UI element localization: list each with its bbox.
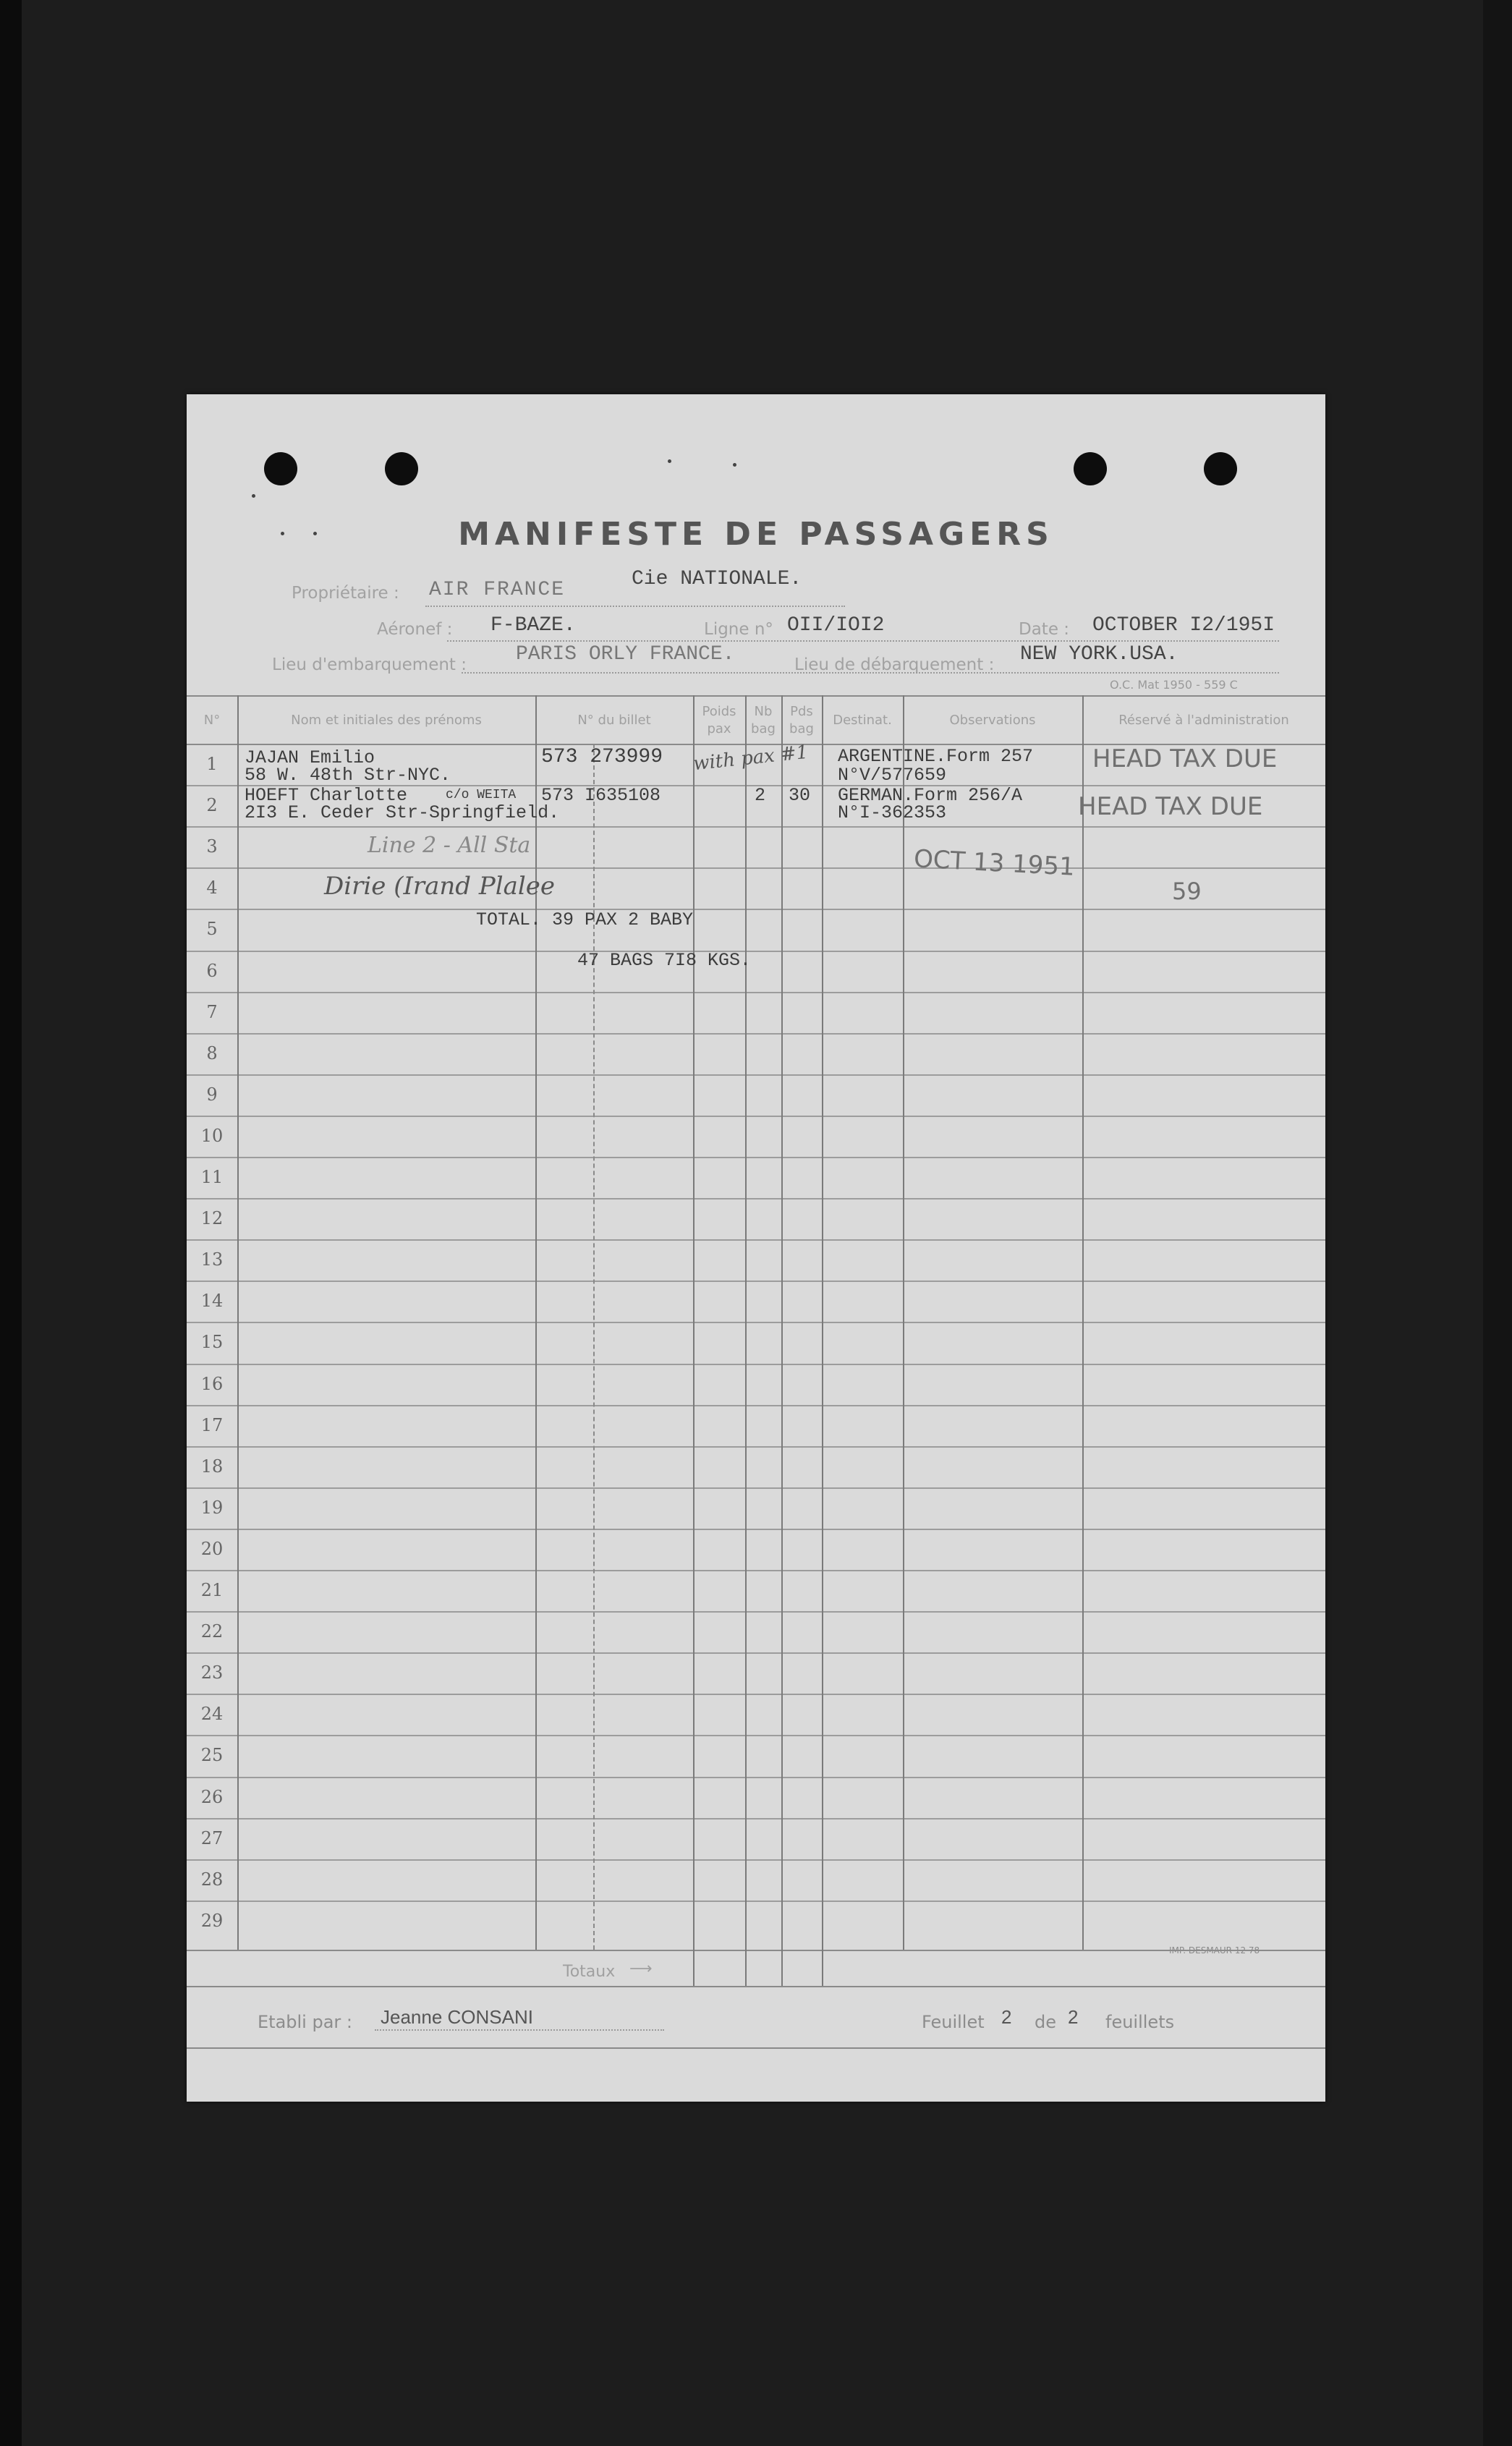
- row-number: 17: [200, 1414, 224, 1435]
- row-rule: [187, 1652, 1325, 1654]
- row-rule: [187, 1116, 1325, 1117]
- col-header-num: N°: [203, 713, 221, 728]
- feuillets-label: feuillets: [1105, 2012, 1175, 2032]
- punch-hole: [385, 452, 418, 485]
- row2-address: 2I3 E. Ceder Str-Springfield.: [245, 802, 560, 823]
- row-number: 14: [200, 1291, 224, 1312]
- col-header-nb: Nb: [754, 704, 773, 719]
- row-number: 5: [206, 919, 218, 940]
- row-number: 22: [200, 1621, 224, 1642]
- row-rule: [187, 1364, 1325, 1365]
- paper-speck: [733, 463, 736, 467]
- embarquement-label: Lieu d'embarquement :: [272, 655, 467, 674]
- punch-hole: [1074, 452, 1107, 485]
- row-number: 19: [200, 1497, 224, 1518]
- debarquement-label: Lieu de débarquement :: [794, 655, 995, 674]
- col-header-admin: Réservé à l'administration: [1118, 713, 1289, 728]
- company-value: Cie NATIONALE.: [632, 568, 802, 590]
- row-number: 2: [206, 795, 218, 816]
- totaux-label: Totaux: [563, 1963, 616, 1981]
- row-rule: [187, 1446, 1325, 1448]
- totaux-rule: [187, 1986, 1325, 1987]
- row-rule: [187, 951, 1325, 952]
- table-bottom-rule: [187, 1950, 1325, 1951]
- row-rule: [187, 1074, 1325, 1076]
- feuillet-number: 2: [1001, 2006, 1012, 2028]
- col-header-poids: Poids: [702, 704, 736, 719]
- row1-observation-number: N°V/577659: [838, 765, 947, 786]
- col-rule-ticket: [693, 695, 695, 1986]
- row-rule: [187, 1570, 1325, 1571]
- row-number: 12: [200, 1208, 224, 1229]
- row4-handwritten-note: Dirie (Irand Plalee: [324, 872, 556, 901]
- col-header-ticket: N° du billet: [577, 713, 651, 728]
- etabli-value: Jeanne CONSANI: [381, 2006, 533, 2028]
- row-rule: [187, 1777, 1325, 1778]
- date-value: OCTOBER I2/195I: [1092, 614, 1275, 637]
- aeronef-label: Aéronef :: [377, 620, 453, 639]
- form-code-note: O.C. Mat 1950 - 559 C: [1110, 678, 1238, 692]
- embarquement-value: PARIS ORLY FRANCE.: [516, 643, 735, 666]
- row-rule: [187, 1529, 1325, 1530]
- col-rule-pdsbag: [822, 695, 823, 1986]
- row-rule: [187, 867, 1325, 869]
- admin-number: 59: [1172, 878, 1202, 905]
- row-rule: [187, 1239, 1325, 1241]
- scan-left-edge: [0, 0, 22, 2446]
- dotted-rule: [375, 2029, 664, 2031]
- punch-hole: [264, 452, 297, 485]
- row-number: 18: [200, 1456, 224, 1477]
- col-rule-nbbag: [781, 695, 783, 1986]
- row-number: 11: [200, 1167, 224, 1187]
- row-rule: [187, 1281, 1325, 1282]
- scan-right-edge: [1483, 0, 1512, 2446]
- row-rule: [187, 909, 1325, 910]
- dotted-rule: [425, 606, 845, 607]
- table-top-rule: [187, 695, 1325, 697]
- row2-destination-observation: GERMAN.Form 256/A: [838, 785, 1023, 806]
- aeronef-value: F-BAZE.: [490, 614, 576, 637]
- row1-head-tax-stamp: HEAD TAX DUE: [1092, 744, 1278, 773]
- row-rule: [187, 1735, 1325, 1736]
- row-rule: [187, 1611, 1325, 1613]
- row-rule: [187, 1901, 1325, 1902]
- row-number: 1: [206, 754, 218, 774]
- col-header-destination: Destinat.: [833, 713, 892, 728]
- debarquement-value: NEW YORK.USA.: [1020, 643, 1178, 666]
- row1-destination-observation: ARGENTINE.Form 257: [838, 746, 1034, 767]
- feuillet-label: Feuillet: [922, 2012, 985, 2032]
- proprietaire-label: Propriétaire :: [292, 584, 399, 603]
- row2-nb-bag: 2: [755, 785, 766, 806]
- total-passengers-line: TOTAL. 39 PAX 2 BABY: [476, 909, 694, 930]
- col-header-pds-bag: bag: [789, 721, 814, 736]
- row-number: 13: [200, 1249, 224, 1270]
- col-header-nb-bag: bag: [751, 721, 776, 736]
- row-number: 28: [200, 1869, 224, 1890]
- row-rule: [187, 1322, 1325, 1323]
- col-header-observations: Observations: [949, 713, 1036, 728]
- punch-hole: [1204, 452, 1237, 485]
- row-number: 21: [200, 1580, 224, 1600]
- row-number: 10: [200, 1125, 224, 1146]
- ligne-label: Ligne n°: [704, 620, 773, 639]
- manifest-sheet: [187, 394, 1325, 2102]
- row-rule: [187, 1694, 1325, 1695]
- row2-name: HOEFT Charlotte: [245, 785, 408, 806]
- row2-observation-number: N°I-362353: [838, 802, 947, 823]
- row-rule: [187, 1405, 1325, 1406]
- paper-speck: [252, 494, 255, 498]
- row-number: 29: [200, 1910, 224, 1931]
- col-rule-poids: [745, 695, 747, 1986]
- totaux-arrow: ⟶: [629, 1960, 653, 1978]
- row-number: 9: [206, 1084, 218, 1105]
- row1-handwritten-note: with pax #1: [692, 741, 810, 776]
- row-rule: [187, 1487, 1325, 1489]
- row-number: 8: [206, 1042, 218, 1063]
- row2-head-tax-stamp: HEAD TAX DUE: [1078, 792, 1263, 821]
- col-header-pds: Pds: [790, 704, 813, 719]
- dotted-rule: [462, 672, 1279, 674]
- ligne-value: OII/IOI2: [787, 614, 885, 637]
- col-rule-num: [237, 695, 239, 1950]
- row-number: 6: [206, 960, 218, 981]
- row2-care-of: c/o WEITA: [446, 788, 517, 802]
- row-number: 26: [200, 1786, 224, 1807]
- row-number: 16: [200, 1373, 224, 1394]
- row-rule: [187, 1818, 1325, 1819]
- date-label: Date :: [1019, 620, 1070, 639]
- date-received-stamp: OCT 13 1951: [913, 844, 1076, 882]
- row-number: 24: [200, 1704, 224, 1725]
- row-rule: [187, 1157, 1325, 1158]
- dotted-rule: [447, 640, 1279, 642]
- row2-ticket: 573 I635108: [541, 785, 661, 806]
- row-number: 27: [200, 1827, 224, 1848]
- footer-rule: [187, 2047, 1325, 2049]
- row-number: 23: [200, 1662, 224, 1683]
- manifest-title: MANIFESTE DE PASSAGERS: [458, 516, 1054, 553]
- row3-handwritten-note: Line 2 - All Sta: [368, 833, 531, 858]
- row-rule: [187, 1859, 1325, 1861]
- etabli-label: Etabli par :: [258, 2012, 353, 2032]
- row-rule: [187, 1033, 1325, 1035]
- row-rule: [187, 826, 1325, 828]
- feuillet-total: 2: [1068, 2006, 1079, 2028]
- row1-address: 58 W. 48th Str-NYC.: [245, 765, 451, 786]
- col-rule-obs: [1082, 695, 1084, 1950]
- row2-pds-bag: 30: [789, 785, 811, 806]
- printer-mark: IMP. DESMAUR 12 78-: [1169, 1945, 1263, 1955]
- proprietaire-value: AIR FRANCE: [429, 579, 566, 601]
- row-number: 15: [200, 1332, 224, 1353]
- de-label: de: [1035, 2012, 1056, 2032]
- row1-ticket: 573 273999: [541, 746, 663, 768]
- row-number: 25: [200, 1745, 224, 1766]
- row-number: 3: [206, 836, 218, 857]
- total-bags-line: 47 BAGS 7I8 KGS.: [577, 950, 752, 971]
- row-rule: [187, 992, 1325, 993]
- row-number: 20: [200, 1538, 224, 1559]
- row1-name: JAJAN Emilio: [245, 747, 375, 768]
- row-rule: [187, 1198, 1325, 1199]
- paper-speck: [668, 459, 671, 463]
- row-number: 7: [206, 1001, 218, 1022]
- col-header-pax: pax: [707, 721, 731, 736]
- row-number: 4: [206, 878, 218, 899]
- col-header-name: Nom et initiales des prénoms: [291, 713, 482, 728]
- col-rule-dest: [903, 695, 904, 1950]
